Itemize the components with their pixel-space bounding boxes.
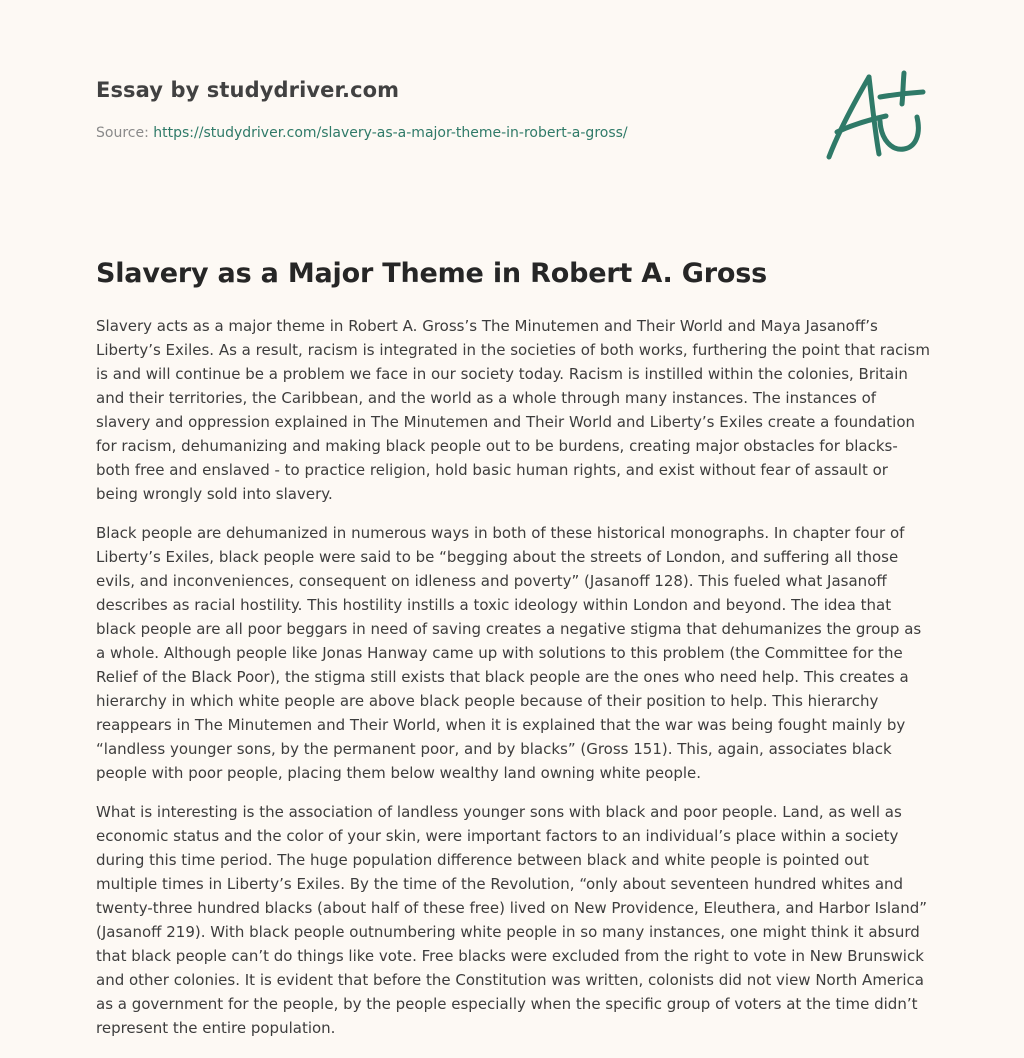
site-title: Essay by studydriver.com	[96, 78, 400, 102]
source-label: Source:	[96, 125, 154, 141]
paragraph-2: Black people are dehumanized in numerous ways in both of these historical monographs. In chapter four of Liberty’s Exiles, black people were said to be “begging about the streets of London, and suffering all those evils, and inconveniences, consequent on idleness and poverty” (Jasanoff 128). This fueled what Jasanoff describes as racial hostility. This hostility instills a toxic ideology within London and beyond. The idea that black people are all poor beggars in need of saving creates a negative stigma that dehumanizes the group as a whole. Although people like Jonas Hanway came up with solutions to this problem (the Committee for the Relief of the Black Poor), the stigma still exists that black people are the ones who need help. This creates a hierarchy in which white people are above black people because of their position to help. This hierarchy reappears in The Minutemen and Their World, when it is explained that the war was being fought mainly by “landless younger sons, by the permanent poor, and by blacks” (Gross 151). This, again, associates black people with poor people, placing them below wealthy land owning white people.	[96, 524, 922, 782]
source-line	[96, 123, 856, 143]
paragraph-1: Slavery acts as a major theme in Robert A. Gross’s The Minutemen and Their World and Maya Jasanoff’s Liberty’s Exiles. As a result, racism is integrated in the societies of both works, furthering the point that racism is and will continue be a problem we face in our society today. Racism is instilled within the colonies, Britain and their territories, the Caribbean, and the world as a whole through many instances. The instances of slavery and oppression explained in The Minutemen and Their World and Liberty’s Exiles create a foundation for racism, dehumanizing and making black people out to be burdens, creating major obstacles for blacks- both free and enslaved - to practice religion, hold basic human rights, and exist without fear of assault or being wrongly sold into slavery.	[96, 317, 930, 503]
paragraph-3: What is interesting is the association of landless younger sons with black and poor people. Land, as well as economic status and the color of your skin, were important factors to an individual’s place within a society during this time period. The huge population difference between black and white people is pointed out multiple times in Liberty’s Exiles. By the time of the Revolution, “only about seventeen hundred whites and twenty-three hundred blacks (about half of these free) lived on New Providence, Eleuthera, and Harbor Island” (Jasanoff 219). With black people outnumbering white people in so many instances, one might think it absurd that black people can’t do things like vote. Free blacks were excluded from the right to vote in New Brunswick and other colonies. It is evident that before the Constitution was written, colonists did not view North America as a government for the people, by the people especially when the specific group of voters at the time didn’t represent the entire population.	[96, 803, 928, 1037]
document-header	[96, 76, 856, 143]
article-title: Slavery as a Major Theme in Robert A. Gross	[96, 258, 767, 289]
article-body	[96, 314, 932, 1055]
a-plus-grade-icon	[824, 68, 926, 164]
source-link[interactable]: https://studydriver.com/slavery-as-a-major-theme-in-robert-a-gross/	[153, 125, 628, 141]
